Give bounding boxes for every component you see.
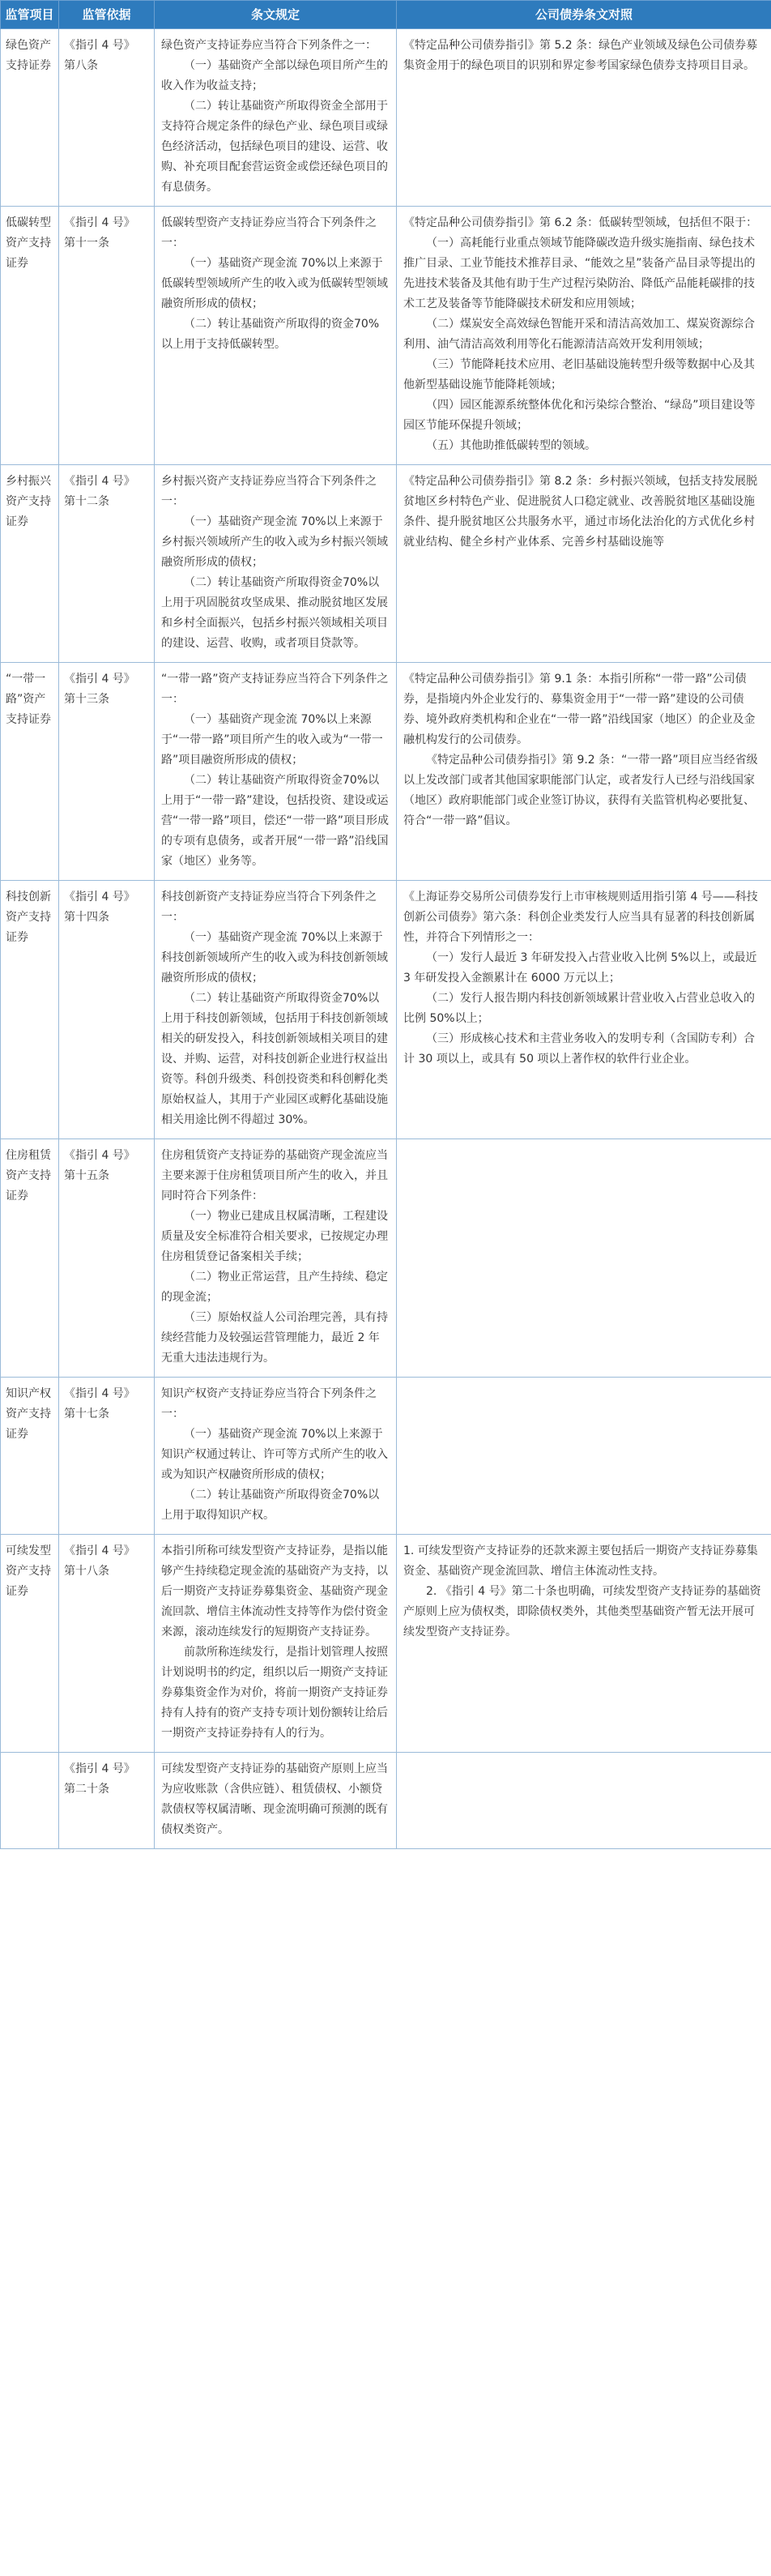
regulatory-basis-cell (59, 1535, 155, 1753)
table-row (1, 1378, 771, 1535)
regulatory-basis-cell (59, 1753, 155, 1849)
provision-paragraph: （三）原始权益人公司治理完善，具有持续经营能力及较强运营管理能力，最近 2 年无重大违法违规行为。 (161, 1311, 388, 1365)
regulatory-basis-cell (59, 1378, 155, 1535)
regulatory-item-cell: “一带一路”资产支持证券 (1, 663, 59, 881)
regulatory-basis-cell (59, 465, 155, 663)
provision-paragraph: 本指引所称可续发型资产支持证券，是指以能够产生持续稳定现金流的基础资产为支持，以后一期资产支持证券募集资金、基础资产现金流回款、增信主体流动性支持等作为偿付资金来源，滚动连续发行的短期资产支持证券。 (161, 1544, 388, 1638)
regulatory-item-cell: 科技创新资产支持证券 (1, 881, 59, 1139)
header-regulatory-basis: 监管依据 (59, 1, 155, 29)
basis-line: 第八条 (64, 59, 98, 72)
basis-line: 《指引 4 号》 (64, 1762, 135, 1775)
header-provision: 条文规定 (155, 1, 397, 29)
provision-paragraph: （一）基础资产现金流 70%以上来源于“一带一路”项目所产生的收入或为“一带一路”项目融资所形成的债权； (161, 713, 383, 767)
provision-paragraph: （二）转让基础资产所取得资金全部用于支持符合规定条件的绿色产业、绿色项目或绿色经济活动，包括绿色项目的建设、运营、收购、补充项目配套营运资金或偿还绿色项目的有息债务。 (161, 100, 388, 194)
provision-cell (155, 207, 397, 465)
provision-paragraph: （一）物业已建成且权属清晰，工程建设质量及安全标准符合相关要求，已按规定办理住房租赁登记备案相关手续； (161, 1210, 388, 1263)
regulatory-item-cell: 绿色资产支持证券 (1, 29, 59, 207)
basis-line: 《指引 4 号》 (64, 673, 135, 686)
regulatory-basis-cell (59, 29, 155, 207)
provision-paragraph: （一）基础资产现金流 70%以上来源于乡村振兴领域所产生的收入或为乡村振兴领域融资所形成的债权； (161, 515, 388, 569)
basis-line: 《指引 4 号》 (64, 39, 135, 52)
table-body (1, 29, 771, 1849)
regulatory-basis-cell (59, 881, 155, 1139)
comparison-paragraph: （一）高耗能行业重点领域节能降碳改造升级实施指南、绿色技术推广目录、工业节能技术推荐目录、“能效之星”装备产品目录等提出的先进技术装备及其他有助于生产过程污染防治、降低产品能耗碳排的技术工艺及装备等节能降碳技术研发和应用领域； (403, 237, 756, 310)
comparison-paragraph: 1. 可续发型资产支持证券的还款来源主要包括后一期资产支持证券募集资金、基础资产现金流回款、增信主体流动性支持。 (403, 1544, 758, 1578)
provision-paragraph: 住房租赁资产支持证券的基础资产现金流应当主要来源于住房租赁项目所产生的收入，并且同时符合下列条件： (161, 1149, 388, 1203)
provision-cell (155, 1378, 397, 1535)
bond-comparison-cell (397, 1378, 771, 1535)
provision-paragraph: （一）基础资产现金流 70%以上来源于知识产权通过转让、许可等方式所产生的收入或为知识产权融资所形成的债权； (161, 1428, 388, 1481)
basis-line: 第十一条 (64, 237, 109, 250)
bond-comparison-cell (397, 1139, 771, 1378)
comparison-paragraph: 《特定品种公司债券指引》第 8.2 条：乡村振兴领域，包括支持发展脱贫地区乡村特色产业、促进脱贫人口稳定就业、改善脱贫地区基础设施条件、提升脱贫地区公共服务水平，通过市场化法治化的方式优化乡村就业结构、健全乡村产业体系、完善乡村基础设施等 (403, 475, 758, 549)
provision-paragraph: 科技创新资产支持证券应当符合下列条件之一： (161, 891, 377, 924)
comparison-paragraph: （二）煤炭安全高效绿色智能开采和清洁高效加工、煤炭资源综合利用、油气清洁高效利用等化石能源清洁高效开发利用领域； (403, 318, 755, 351)
comparison-paragraph: 《特定品种公司债券指引》第 6.2 条：低碳转型领域，包括但不限于： (403, 216, 758, 229)
table-row (1, 465, 771, 663)
provision-cell (155, 29, 397, 207)
provision-paragraph: 绿色资产支持证券应当符合下列条件之一： (161, 39, 377, 52)
regulatory-item-cell: 可续发型资产支持证券 (1, 1535, 59, 1753)
provision-cell (155, 465, 397, 663)
comparison-paragraph: （三）形成核心技术和主营业务收入的发明专利（含国防专利）合计 30 项以上，或具有 50 项以上著作权的软件行业企业。 (403, 1032, 755, 1066)
bond-comparison-cell (397, 881, 771, 1139)
provision-cell (155, 881, 397, 1139)
table-header-row (1, 1, 771, 29)
comparison-paragraph: 《上海证券交易所公司债券发行上市审核规则适用指引第 4 号——科技创新公司债券》第六条：科创企业类发行人应当具有显著的科技创新属性，并符合下列情形之一： (403, 891, 758, 944)
provision-cell (155, 1535, 397, 1753)
basis-line: 第二十条 (64, 1783, 109, 1796)
comparison-paragraph: （五）其他助推低碳转型的领域。 (426, 439, 596, 452)
regulatory-item-cell: 知识产权资产支持证券 (1, 1378, 59, 1535)
provision-paragraph: （二）转让基础资产所取得资金70%以上用于“一带一路”建设，包括投资、建设或运营“一带一路”项目，偿还“一带一路”项目形成的专项有息债务，或者开展“一带一路”沿线国家（地区）业务等。 (161, 774, 390, 868)
basis-line: 《指引 4 号》 (64, 475, 135, 488)
basis-line: 《指引 4 号》 (64, 1544, 135, 1557)
provision-paragraph: （一）基础资产现金流 70%以上来源于低碳转型领域所产生的收入或为低碳转型领域融资所形成的债权； (161, 257, 388, 310)
comparison-paragraph: （二）发行人报告期内科技创新领域累计营业收入占营业总收入的比例 50%以上； (403, 992, 755, 1025)
provision-paragraph: 乡村振兴资产支持证券应当符合下列条件之一： (161, 475, 377, 508)
bond-comparison-cell (397, 1753, 771, 1849)
provision-cell (155, 663, 397, 881)
basis-line: 《指引 4 号》 (64, 1387, 135, 1400)
comparison-paragraph: 《特定品种公司债券指引》第 9.2 条：“一带一路”项目应当经省级以上发改部门或者其他国家职能部门认定，或者发行人已经与沿线国家（地区）政府职能部门或企业签订协议，获得有关监管机构必要批复、符合“一带一路”倡议。 (403, 754, 758, 827)
regulatory-basis-cell (59, 663, 155, 881)
bond-comparison-cell (397, 29, 771, 207)
provision-paragraph: （一）基础资产全部以绿色项目所产生的收入作为收益支持； (161, 59, 388, 92)
provision-paragraph: 知识产权资产支持证券应当符合下列条件之一： (161, 1387, 377, 1420)
table-row (1, 663, 771, 881)
provision-paragraph: （二）转让基础资产所取得资金70%以上用于巩固脱贫攻坚成果、推动脱贫地区发展和乡村全面振兴，包括乡村振兴领域相关项目的建设、运营、收购，或者项目贷款等。 (161, 576, 388, 650)
provision-cell (155, 1753, 397, 1849)
provision-paragraph: “一带一路”资产支持证券应当符合下列条件之一： (161, 673, 389, 706)
basis-line: 第十二条 (64, 495, 109, 508)
regulatory-item-cell: 低碳转型资产支持证券 (1, 207, 59, 465)
provision-paragraph: （二）转让基础资产所取得资金70%以上用于科技创新领域，包括用于科技创新领域相关的研发投入，科技创新领域相关项目的建设、并购、运营，对科技创新企业进行权益出资等。科创升级类、科创投资类和科创孵化类原始权益人，其用于产业园区或孵化基础设施相关用途比例不得超过 30%。 (161, 992, 388, 1126)
basis-line: 第十七条 (64, 1408, 109, 1420)
table-row (1, 29, 771, 207)
header-bond-comparison: 公司债券条文对照 (397, 1, 771, 29)
provision-paragraph: 可续发型资产支持证券的基础资产原则上应当为应收账款（含供应链）、租赁债权、小额贷款债权等权属清晰、现金流明确可预测的既有债权类资产。 (161, 1762, 388, 1836)
bond-comparison-cell (397, 207, 771, 465)
provision-paragraph: （二）转让基础资产所取得资金70%以上用于取得知识产权。 (161, 1489, 380, 1522)
regulatory-basis-cell (59, 1139, 155, 1378)
basis-line: 《指引 4 号》 (64, 1149, 135, 1162)
provision-paragraph: 前款所称连续发行，是指计划管理人按照计划说明书的约定，组织以后一期资产支持证券募集资金作为对价，将前一期资产支持证券持有人持有的资产支持专项计划份额转让给后一期资产支持证券持有人的行为。 (161, 1646, 388, 1740)
provision-paragraph: （一）基础资产现金流 70%以上来源于科技创新领域所产生的收入或为科技创新领域融资所形成的债权； (161, 931, 388, 985)
provision-paragraph: 低碳转型资产支持证券应当符合下列条件之一： (161, 216, 377, 250)
regulatory-basis-cell (59, 207, 155, 465)
basis-line: 第十四条 (64, 911, 109, 924)
header-regulatory-item: 监管项目 (1, 1, 59, 29)
basis-line: 第十五条 (64, 1169, 109, 1182)
regulatory-item-cell: 住房租赁资产支持证券 (1, 1139, 59, 1378)
basis-line: 《指引 4 号》 (64, 891, 135, 904)
basis-line: 第十三条 (64, 693, 109, 706)
comparison-paragraph: （三）节能降耗技术应用、老旧基础设施转型升级等数据中心及其他新型基础设施节能降耗领域； (403, 358, 755, 391)
comparison-paragraph: （一）发行人最近 3 年研发投入占营业收入比例 5%以上，或最近 3 年研发投入金额累计在 6000 万元以上； (403, 951, 757, 985)
provision-paragraph: （二）物业正常运营，且产生持续、稳定的现金流； (161, 1271, 388, 1304)
regulatory-item-cell (1, 1753, 59, 1849)
basis-line: 第十八条 (64, 1565, 109, 1578)
basis-line: 《指引 4 号》 (64, 216, 135, 229)
comparison-paragraph: 《特定品种公司债券指引》第 5.2 条：绿色产业领域及绿色公司债券募集资金用于的绿色项目的识别和界定参考国家绿色债券支持项目目录。 (403, 39, 758, 72)
provision-cell (155, 1139, 397, 1378)
comparison-paragraph: 《特定品种公司债券指引》第 9.1 条：本指引所称“一带一路”公司债券，是指境内外企业发行的、募集资金用于“一带一路”建设的公司债券、境外政府类机构和企业在“一带一路”沿线国家（地区）的企业及金融机构发行的公司债券。 (403, 673, 756, 746)
table-row (1, 1753, 771, 1849)
comparison-paragraph: （四）园区能源系统整体优化和污染综合整治、“绿岛”项目建设等园区节能环保提升领域； (403, 399, 756, 432)
bond-comparison-cell (397, 465, 771, 663)
bond-comparison-cell (397, 663, 771, 881)
table-row (1, 1535, 771, 1753)
table-row (1, 881, 771, 1139)
bond-comparison-cell (397, 1535, 771, 1753)
regulatory-item-cell: 乡村振兴资产支持证券 (1, 465, 59, 663)
table-row (1, 207, 771, 465)
provision-paragraph: （二）转让基础资产所取得的资金70%以上用于支持低碳转型。 (161, 318, 380, 351)
table-row (1, 1139, 771, 1378)
comparison-paragraph: 2. 《指引 4 号》第二十条也明确，可续发型资产支持证券的基础资产原则上应为债权类，即除债权类外，其他类型基础资产暂无法开展可续发型资产支持证券。 (403, 1585, 761, 1638)
